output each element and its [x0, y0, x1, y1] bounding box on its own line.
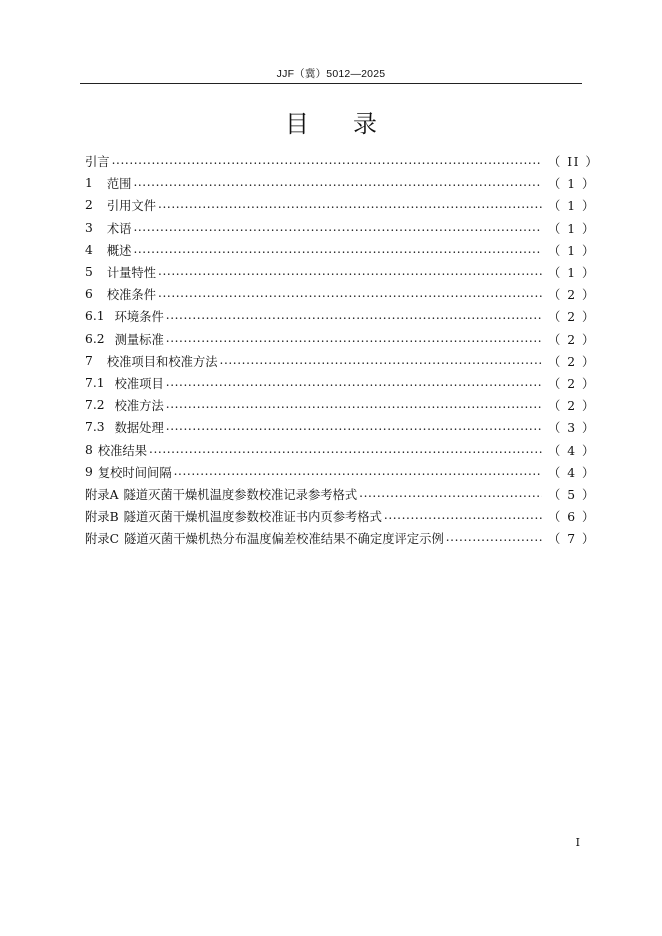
toc-entry[interactable] [85, 461, 596, 483]
toc-leader-dots [133, 221, 542, 235]
toc-leader-dots [166, 332, 542, 346]
toc-entry-page: （ 2 ） [548, 376, 596, 391]
toc-entry-label: 术语 [106, 221, 132, 236]
toc-entry-number: 附录C [85, 532, 120, 547]
toc-entry-page: （ 2 ） [548, 288, 596, 303]
toc-entry[interactable] [85, 350, 596, 372]
toc-entry-page: （ 3 ） [548, 421, 596, 436]
toc-entry-number: 6.1 [85, 309, 105, 324]
toc-entry-number: 7.3 [85, 420, 105, 435]
toc-entry-page: （ 2 ） [548, 354, 596, 369]
toc-entry[interactable] [85, 328, 596, 350]
toc-entry-page: （ 7 ） [548, 532, 596, 547]
toc-leader-dots [149, 443, 542, 457]
toc-leader-dots [166, 398, 542, 412]
toc-entry-label: 隧道灭菌干燥机热分布温度偏差校准结果不确定度评定示例 [124, 532, 444, 547]
toc-entry-number: 1 [85, 176, 93, 191]
toc-leader-dots [174, 465, 542, 479]
toc-entry[interactable] [85, 217, 596, 239]
toc-leader-dots [220, 354, 542, 368]
toc-entry-label: 计量特性 [106, 266, 157, 281]
toc-entry-number: 7.2 [85, 398, 105, 413]
toc-entry-label: 环境条件 [114, 310, 164, 325]
toc-entry-page: （ 1 ） [548, 199, 596, 214]
toc-leader-dots [166, 376, 542, 390]
table-of-contents [85, 150, 600, 549]
toc-entry-page: （ 1 ） [548, 243, 596, 258]
toc-entry-label: 概述 [106, 243, 132, 258]
toc-entry[interactable] [85, 283, 596, 305]
toc-entry-label: 范围 [106, 177, 132, 192]
toc-entry-number: 6 [85, 287, 93, 302]
toc-leader-dots [446, 531, 542, 545]
toc-entry-label: 校准项目 [114, 376, 164, 391]
header-rule [80, 83, 582, 84]
toc-entry-number: 8 [85, 442, 93, 457]
toc-entry-number: 9 [85, 464, 93, 479]
toc-entry[interactable] [85, 261, 596, 283]
toc-entry-number: 附录A [85, 487, 119, 502]
toc-entry-number: 3 [85, 220, 93, 235]
toc-entry-page: （ 1 ） [548, 221, 596, 236]
toc-entry-page: （ 1 ） [548, 266, 596, 281]
toc-entry-page: （ 2 ） [548, 310, 596, 325]
toc-entry[interactable] [85, 394, 596, 416]
toc-entry[interactable] [85, 172, 596, 194]
toc-entry-page: （ II ） [548, 155, 600, 170]
toc-entry[interactable] [85, 527, 596, 549]
toc-entry-page: （ 4 ） [548, 443, 596, 458]
toc-leader-dots [158, 198, 542, 212]
toc-entry-label: 测量标准 [114, 332, 164, 347]
toc-entry-label: 隧道灭菌干燥机温度参数校准证书内页参考格式 [123, 510, 382, 525]
toc-entry-number: 2 [85, 198, 93, 213]
toc-entry-label: 校准结果 [97, 443, 148, 458]
toc-leader-dots [158, 287, 542, 301]
toc-entry[interactable] [85, 239, 596, 261]
toc-entry[interactable] [85, 372, 596, 394]
toc-entry-label: 引用文件 [106, 199, 157, 214]
toc-entry-page: （ 5 ） [548, 487, 596, 502]
toc-entry-number: 6.2 [85, 331, 105, 346]
toc-entry-label: 数据处理 [114, 421, 164, 436]
toc-entry-label: 引言 [85, 155, 110, 170]
toc-entry-page: （ 2 ） [548, 399, 596, 414]
toc-entry[interactable] [85, 194, 596, 216]
toc-entry[interactable] [85, 150, 600, 172]
toc-leader-dots [133, 176, 542, 190]
toc-leader-dots [359, 487, 542, 501]
toc-entry-page: （ 6 ） [548, 510, 596, 525]
toc-entry-label: 校准条件 [106, 288, 157, 303]
toc-entry[interactable] [85, 438, 596, 460]
toc-leader-dots [133, 243, 542, 257]
toc-leader-dots [384, 509, 542, 523]
toc-entry-label: 复校时间间隔 [97, 465, 172, 480]
toc-entry-number: 7 [85, 353, 93, 368]
toc-entry[interactable] [85, 416, 596, 438]
toc-entry-label: 校准方法 [114, 399, 164, 414]
toc-entry-number: 5 [85, 265, 93, 280]
toc-entry-number: 7.1 [85, 375, 105, 390]
toc-entry[interactable] [85, 305, 596, 327]
toc-entry-label: 校准项目和校准方法 [106, 354, 218, 369]
toc-entry-page: （ 1 ） [548, 177, 596, 192]
toc-entry-page: （ 4 ） [548, 465, 596, 480]
toc-leader-dots [158, 265, 542, 279]
toc-leader-dots [166, 420, 542, 434]
toc-leader-dots [112, 154, 542, 168]
page-number: I [575, 836, 580, 849]
toc-entry-page: （ 2 ） [548, 332, 596, 347]
toc-entry-number: 4 [85, 242, 93, 257]
toc-entry-number: 附录B [85, 510, 119, 525]
toc-leader-dots [166, 309, 542, 323]
document-code-header: JJF（冀）5012—2025 [276, 68, 386, 80]
toc-entry[interactable] [85, 483, 596, 505]
page-title: 目录 [285, 110, 421, 138]
toc-entry[interactable] [85, 505, 596, 527]
toc-entry-label: 隧道灭菌干燥机温度参数校准记录参考格式 [123, 487, 358, 502]
